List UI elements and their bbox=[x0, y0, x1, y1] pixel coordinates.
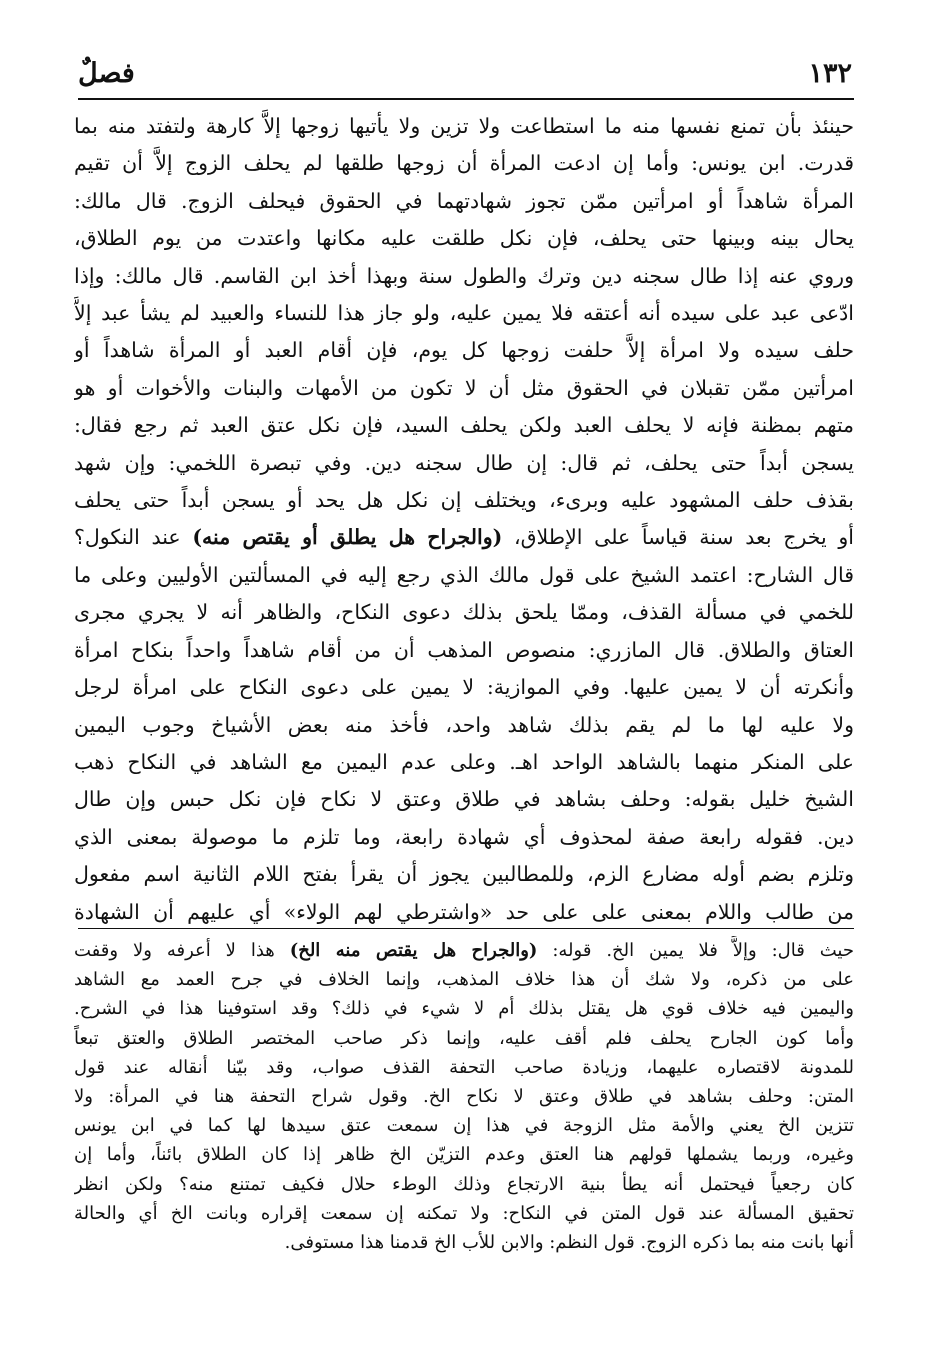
running-head: فصلٌ bbox=[78, 58, 135, 89]
footnote-line: المتن: وحلف بشاهد في طلاق وعتق لا نكاح الخ. وقول شراح التحفة هنا في المرأة: ولا bbox=[74, 1086, 854, 1108]
footnote-line: تحقيق المسألة عند قول المتن في النكاح: ولا تمكنه إن سمعت إقراره وبانت الخ أي والحالة bbox=[74, 1202, 854, 1224]
text-line: حينئذ بأن تمنع نفسها منه ما استطاعت ولا تزين ولا يأتيها زوجها إلاَّ كارهة ولتفتد منه بما bbox=[74, 114, 854, 138]
footnote-line: للمدونة لاقتصاره عليهما، وزيادة صاحب التحفة القذف صواب، وقد بيّنا أنقاله عند قول bbox=[74, 1056, 854, 1078]
footnote-line: وغيره، وربما يشملها قولهم هنا العتق وعدم التزيّن الخ ظاهر إذا كان الطلاق بائناً، وأما إن bbox=[74, 1144, 854, 1166]
header-rule bbox=[78, 98, 854, 100]
text-line: المرأة شاهداً أو امرأتين ممّن تجوز شهادتهما في الحقوق فيحلف الزوج. قال مالك: bbox=[74, 188, 854, 213]
line-segment: حيث قال: وإلاَّ فلا يمين الخ. قوله: bbox=[552, 940, 854, 961]
footnote-rule bbox=[78, 928, 854, 929]
bold-quote: (والجراح هل يطلق أو يقتص منه) bbox=[192, 525, 503, 550]
text-line: وروي عنه إذا طال سجنه دين وترك والطول سنة وبهذا أخذ ابن القاسم. قال مالك: وإذا bbox=[74, 263, 854, 288]
text-line: قال الشارح: اعتمد الشيخ على قول مالك الذي رجع إليه في المسألتين الأوليين وعلى ما bbox=[74, 562, 854, 587]
text-line-with-bold-quote bbox=[74, 519, 854, 556]
line-segment: عند النكول؟ bbox=[74, 525, 181, 550]
text-line: للخمي في مسألة القذف، وممّا يلحق بذلك دعوى النكاح، والظاهر أنه لا يجري مجرى bbox=[74, 600, 854, 625]
text-line: دين. فقوله رابعة صفة لمحذوف أي شهادة رابعة، وما تلزم ما موصولة بمعنى الذي bbox=[74, 824, 854, 849]
footnote-line: وأما كون الجارح يحلف فلم أقف عليه، وإنما ذكر صاحب المختصر الطلاق والعتق تبعاً bbox=[74, 1027, 854, 1049]
page-number: ١٣٢ bbox=[808, 58, 852, 89]
text-line: ادّعى عبد على سيده أنه أعتقه فلا يمين عليه، ولو جاز هذا للنساء والعبيد لم يشأ عبد إلاَّ bbox=[74, 301, 854, 326]
footnote-line: تتزين الخ يعني والأمة مثل الزوجة في هذا إن سمعت عتق سيدها لها كما في ابن يونس bbox=[74, 1115, 854, 1137]
text-line: ولا عليه لها ما لم يقم بذلك شاهد واحد، فأخذ منه بعض الأشياخ وجوب اليمين bbox=[74, 712, 854, 737]
text-line: حلف سيده ولا امرأة إلاَّ حلفت زوجها كل يوم، فإن أقام العبد أو المرأة شاهداً أو bbox=[74, 338, 854, 363]
text-line: من طالب واللام بمعنى على على حد «واشترطي لهم الولاء» أي عليهم أن الشهادة bbox=[74, 899, 854, 924]
footnote-line: على من ذكره، ولا شك أن هذا خلاف المذهب، وإنما الخلاف في جرح العمد مع الشاهد bbox=[74, 969, 854, 991]
text-line: يحال بينه وبينها حتى يحلف، فإن نكل طلقت عليه مكانها واعتدت من يوم الطلاق، bbox=[74, 226, 854, 251]
footnote-line: واليمين فيه خلاف قوي هل يقتل بذلك أم لا شيء في ذلك؟ وقد استوفينا هذا في الشرح. bbox=[74, 998, 854, 1020]
text-line: يسجن أبداً حتى يحلف، ثم قال: إن طال سجنه دين. وفي تبصرة اللخمي: وإن شهد bbox=[74, 450, 854, 475]
footnote-line-with-bold-quote bbox=[74, 936, 854, 965]
text-line: متهم بمظنة فإنه لا يحلف العبد ولكن يحلف السيد، فإن نكل عتق العبد ثم رجع فقال: bbox=[74, 413, 854, 438]
main-text bbox=[74, 108, 854, 931]
bold-quote: (والجراح هل يقتص منه الخ) bbox=[289, 940, 538, 961]
line-segment: أو يخرج بعد سنة قياساً على الإطلاق، bbox=[514, 525, 854, 550]
text-line: امرأتين ممّن تقبلان في الحقوق مثل أن لا تكون من الأمهات والبنات والأخوات أو هو bbox=[74, 375, 854, 400]
text-line: العتاق والطلاق. قال المازري: منصوص المذهب أن من أقام شاهداً واحداً بنكاح امرأة bbox=[74, 637, 854, 662]
text-line: قدرت. ابن يونس: وأما إن ادعت المرأة أن زوجها طلقها لم يحلف الزوج إلاَّ أن تقيم bbox=[74, 151, 854, 176]
footnote bbox=[74, 936, 854, 1257]
footnote-line: أنها بانت منه بما ذكره الزوج. قول النظم: والابن للأب الخ قدمنا هذا مستوفى. bbox=[284, 1232, 854, 1254]
footnote-line: كان رجعياً فيحتمل أنه يطأ بنية الارتجاع وذلك الوطء حلال فكيف تمتنع منه؟ ولكن انظر bbox=[74, 1173, 854, 1195]
line-segment: هذا لا أعرفه ولا وقفت bbox=[74, 940, 275, 961]
page-header bbox=[78, 56, 852, 96]
text-line: وأنكرته أن لا يمين عليها. وفي الموازية: لا يمين على دعوى النكاح على امرأة لرجل bbox=[74, 675, 854, 700]
text-line: الشيخ خليل بقوله: وحلف بشاهد في طلاق وعتق لا نكاح فإن نكل حبس وإن طال bbox=[74, 787, 854, 812]
text-line: بقذف حلف المشهود عليه وبرىء، ويختلف إن نكل هل يحد أو يسجن أبداً حتى يحلف bbox=[74, 488, 854, 513]
text-line: وتلزم بضم أوله مضارع الزم، وللمطالبين يجوز أن يقرأ بفتح اللام الثانية اسم مفعول bbox=[74, 862, 854, 887]
text-line: على المنكر منهما بالشاهد الواحد اهـ. وعلى عدم اليمين مع الشاهد في النكاح ذهب bbox=[74, 749, 854, 774]
